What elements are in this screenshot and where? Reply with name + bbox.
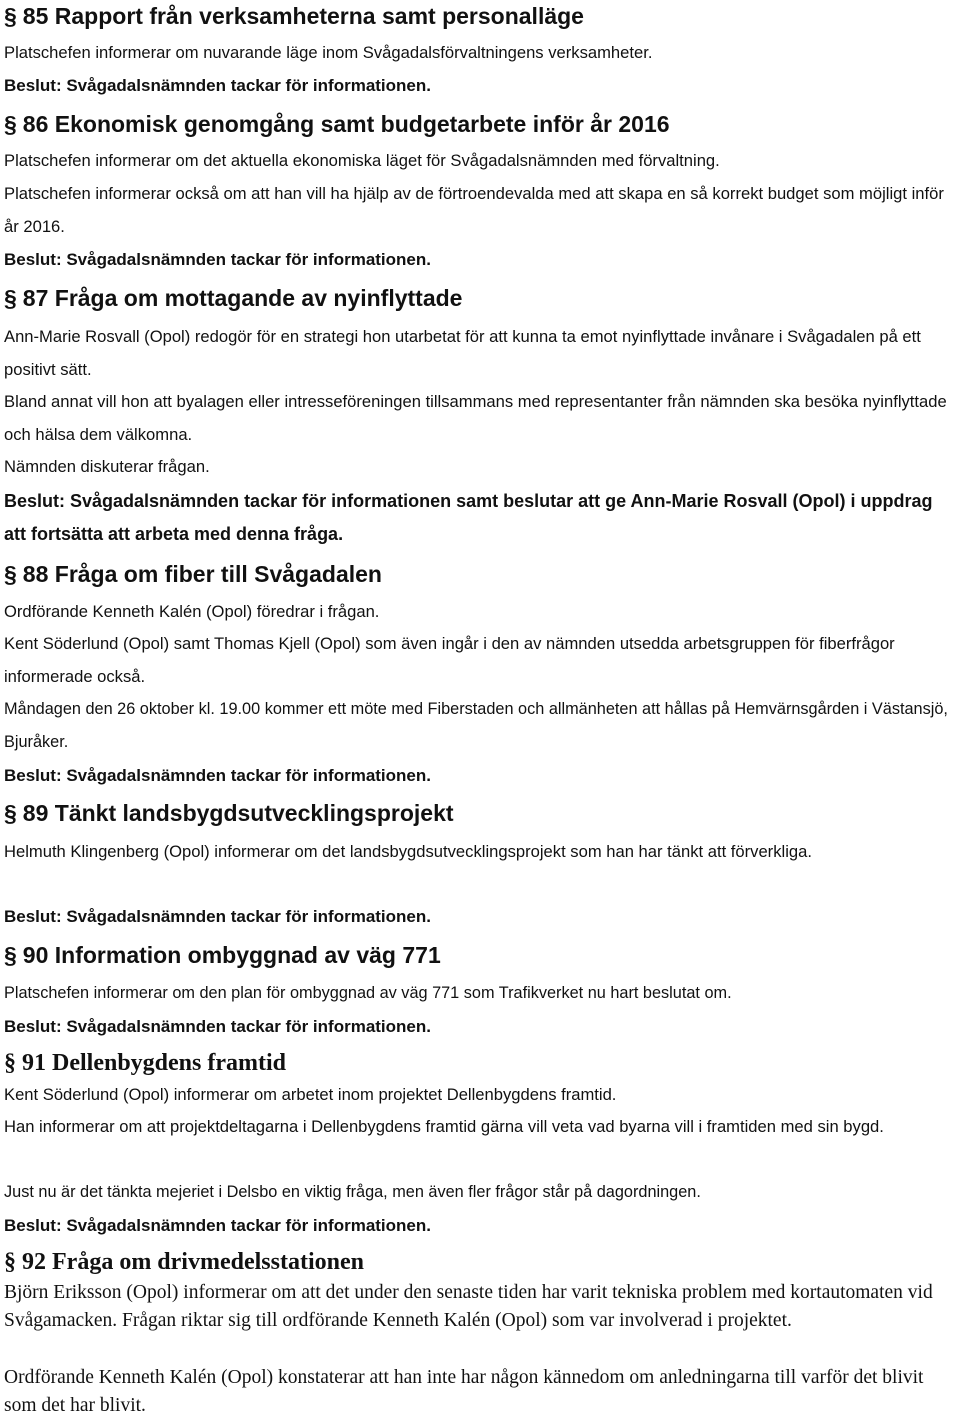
section-87-paragraph: Bland annat vill hon att byalagen eller intresseföreningen tillsammans med representanter från nämnden ska besöka nyinflyttade och hälsa dem välkomna. <box>4 392 947 444</box>
section-85-heading: § 85 Rapport från verksamheterna samt personalläge <box>4 0 958 32</box>
section-88-paragraph: Kent Söderlund (Opol) samt Thomas Kjell (Opol) som även ingår i den av nämnden utsedda arbetsgruppen för fiberfrågor informerade också. <box>4 634 895 686</box>
section-91-paragraph: Han informerar om att projektdeltagarna i Dellenbygdens framtid gärna vill veta vad byarna vill i framtiden med sin bygd. <box>4 1117 884 1136</box>
section-88-heading: § 88 Fråga om fiber till Svågadalen <box>4 558 958 590</box>
section-92-paragraph: Björn Eriksson (Opol) informerar om att det under den senaste tiden har varit tekniska problem med kortautomaten vid Svågamacken. Frågan riktar sig till ordförande Kenneth Kalén (Opol) som var involverad i projektet. <box>4 1282 933 1331</box>
section-86-paragraph: Platschefen informerar om det aktuella ekonomiska läget för Svågadalsnämnden med förvaltning. <box>4 151 720 170</box>
section-92-heading: § 92 Fråga om drivmedelsstationen <box>4 1246 958 1278</box>
section-89-decision: Beslut: Svågadalsnämnden tackar för informationen. <box>4 907 431 926</box>
section-symbol: § <box>4 1050 16 1076</box>
section-91-paragraph: Just nu är det tänkta mejeriet i Delsbo en viktig fråga, men även fler frågor står på dagordningen. <box>4 1183 701 1201</box>
section-91-decision: Beslut: Svågadalsnämnden tackar för informationen. <box>4 1216 431 1235</box>
section-91-paragraph: Kent Söderlund (Opol) informerar om arbetet inom projektet Dellenbygdens framtid. <box>4 1085 617 1104</box>
section-85-decision: Beslut: Svågadalsnämnden tackar för informationen. <box>4 76 431 95</box>
section-symbol: § <box>4 285 17 311</box>
section-87-paragraph: Nämnden diskuterar frågan. <box>4 457 210 476</box>
section-85-paragraph: Platschefen informerar om nuvarande läge inom Svågadalsförvaltningens verksamheter. <box>4 43 653 62</box>
section-88-decision: Beslut: Svågadalsnämnden tackar för informationen. <box>4 766 431 785</box>
section-88-paragraph: Ordförande Kenneth Kalén (Opol) föredrar i frågan. <box>4 602 380 621</box>
section-87-heading: § 87 Fråga om mottagande av nyinflyttade <box>4 282 958 314</box>
section-88-paragraph: Måndagen den 26 oktober kl. 19.00 kommer ett möte med Fiberstaden och allmänheten att hållas på Hemvärnsgården i Västansjö, Bjuråker. <box>4 700 948 751</box>
section-86-decision: Beslut: Svågadalsnämnden tackar för informationen. <box>4 250 431 269</box>
section-90-paragraph: Platschefen informerar om den plan för ombyggnad av väg 771 som Trafikverket nu hart beslutat om. <box>4 984 732 1002</box>
section-symbol: § <box>4 561 17 587</box>
section-89-heading: § 89 Tänkt landsbygdsutvecklingsprojekt <box>4 797 958 829</box>
section-symbol: § <box>4 3 17 29</box>
section-87-decision: Beslut: Svågadalsnämnden tackar för informationen samt beslutar att ge Ann-Marie Rosvall (Opol) i uppdrag att fortsätta att arbeta med denna fråga. <box>4 491 933 544</box>
section-92-paragraph: Ordförande Kenneth Kalén (Opol) konstaterar att han inte har någon kännedom om anledningarna till varför det blivit som det har blivit. <box>4 1367 924 1416</box>
section-86-paragraph: Platschefen informerar också om att han vill ha hjälp av de förtroendevalda med att skapa en så korrekt budget som möjligt inför år 2016. <box>4 184 944 236</box>
section-symbol: § <box>4 942 17 968</box>
section-91-heading: § 91 Dellenbygdens framtid <box>4 1047 958 1079</box>
section-86-heading: § 86 Ekonomisk genomgång samt budgetarbete inför år 2016 <box>4 108 958 140</box>
section-89-paragraph: Helmuth Klingenberg (Opol) informerar om det landsbygdsutvecklingsprojekt som han har tänkt att förverkliga. <box>4 842 812 861</box>
section-87-paragraph: Ann-Marie Rosvall (Opol) redogör för en strategi hon utarbetat för att kunna ta emot nyinflyttade invånare i Svågadalen på ett positivt sätt. <box>4 327 921 379</box>
section-90-heading: § 90 Information ombyggnad av väg 771 <box>4 939 958 971</box>
section-symbol: § <box>4 800 17 826</box>
section-symbol: § <box>4 1249 16 1275</box>
section-90-decision: Beslut: Svågadalsnämnden tackar för informationen. <box>4 1017 431 1036</box>
section-symbol: § <box>4 111 17 137</box>
